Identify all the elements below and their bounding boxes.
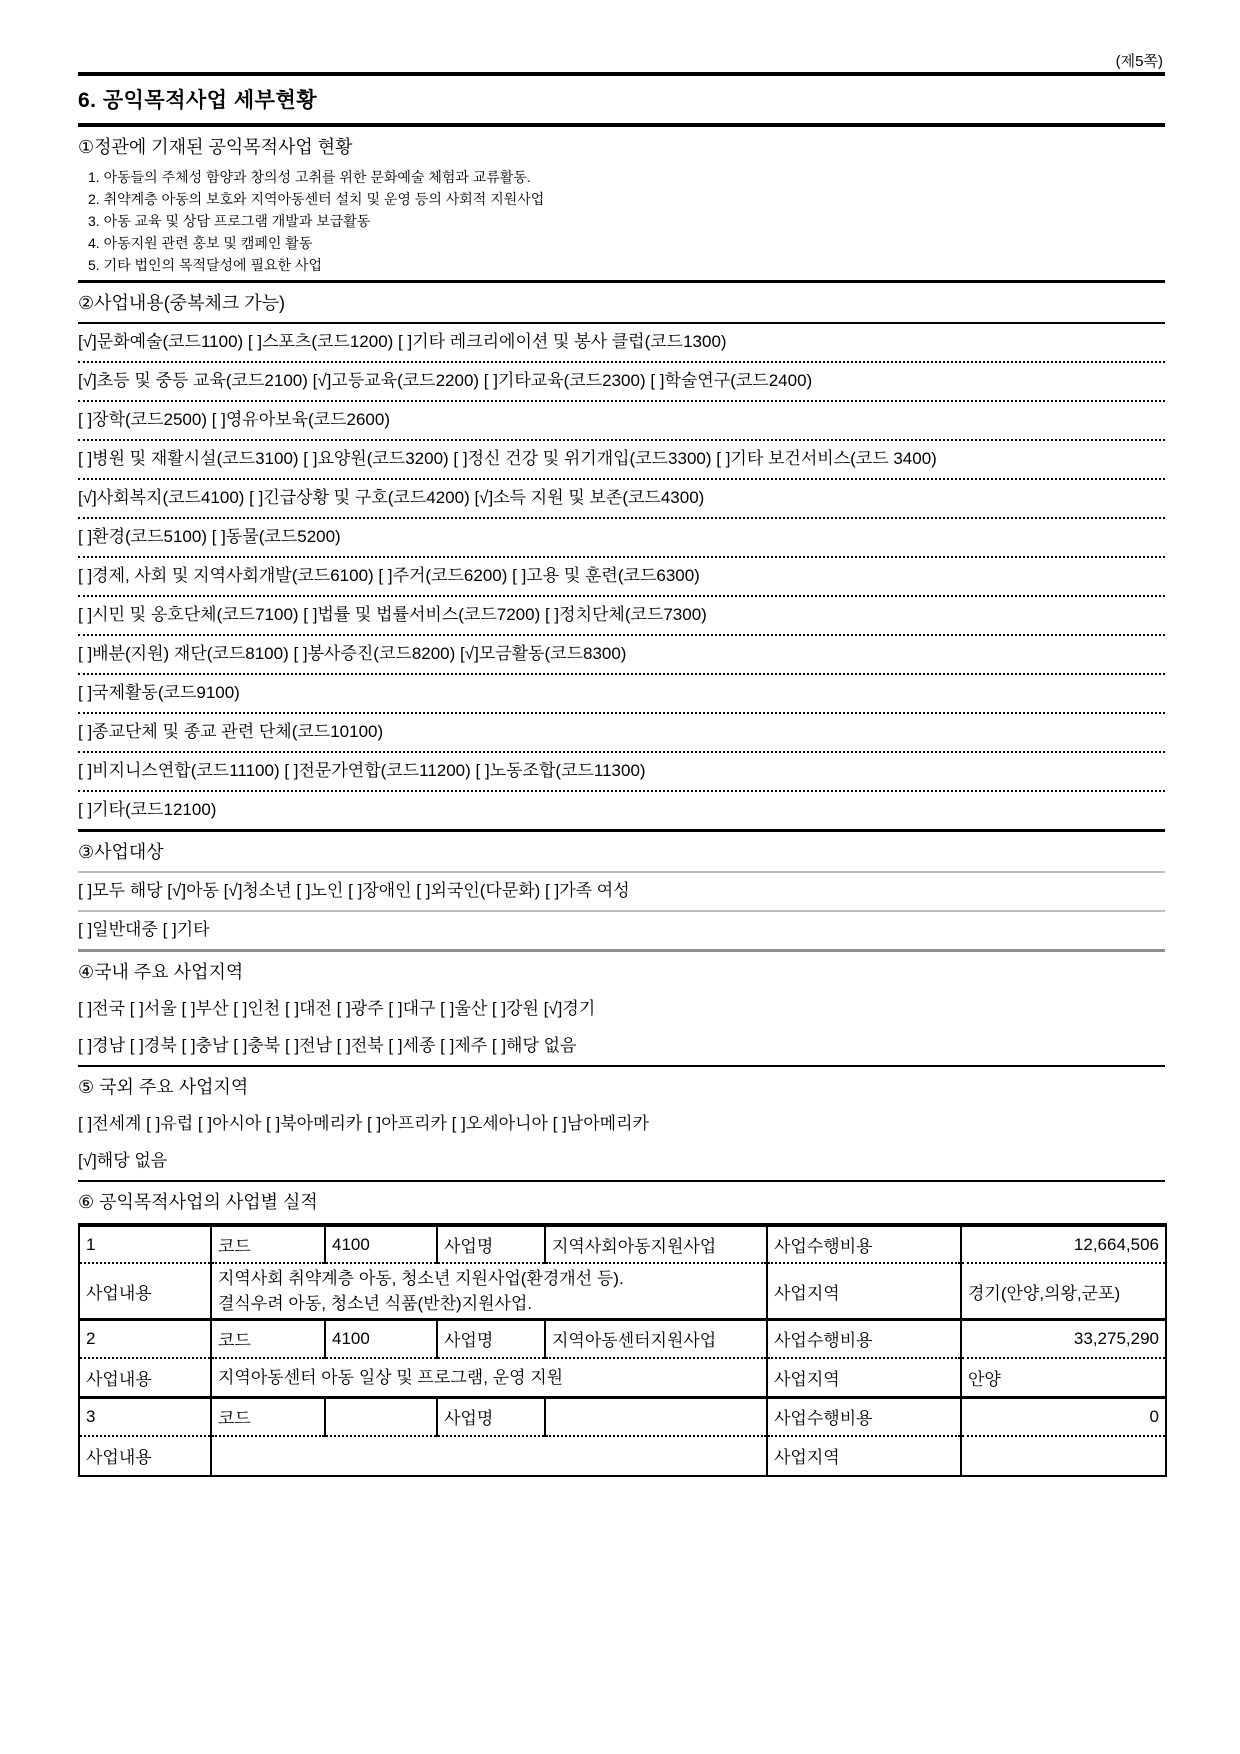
table-row [79, 1225, 1166, 1263]
code-label: 코드 [211, 1398, 325, 1436]
checkbox-row: [ ]전세계 [ ]유럽 [ ]아시아 [ ]북아메리카 [ ]아프리카 [ ]오세아니아 [ ]남아메리카 [78, 1114, 649, 1133]
checkbox-row: [ ]일반대중 [ ]기타 [78, 920, 210, 939]
table-row [79, 1398, 1166, 1436]
section-charter-header: ①정관에 기재된 공익목적사업 현황 [78, 137, 353, 157]
content-label: 사업내용 [79, 1263, 211, 1320]
region-value: 경기(안양,의왕,군포) [961, 1263, 1166, 1320]
checkbox-row: [√]문화예술(코드1100) [ ]스포츠(코드1200) [ ]기타 레크리에이션 및 봉사 클럽(코드1300) [78, 332, 727, 351]
cost-label: 사업수행비용 [767, 1225, 961, 1263]
performance-table [78, 1223, 1167, 1477]
content-line: 결식우려 아동, 청소년 식품(반찬)지원사업. [218, 1294, 533, 1313]
region-value: 안양 [961, 1358, 1166, 1398]
table-row [79, 1263, 1166, 1320]
entry-number: 3 [79, 1398, 211, 1436]
checkbox-row: [ ]국제활동(코드9100) [78, 673, 1165, 712]
checkbox-row: [ ]병원 및 재활시설(코드3100) [ ]요양원(코드3200) [ ]정신 건강 및 위기개입(코드3300) [ ]기타 보건서비스(코드 3400) [78, 439, 1165, 478]
name-label: 사업명 [437, 1398, 545, 1436]
code-label: 코드 [211, 1320, 325, 1358]
content-label: 사업내용 [86, 1448, 152, 1467]
code-label: 코드 [211, 1225, 325, 1263]
charter-item: 4. 아동지원 관련 홍보 및 캠페인 활동 [88, 235, 313, 251]
checkbox-row: [ ]경남 [ ]경북 [ ]충남 [ ]충북 [ ]전남 [ ]전북 [ ]세종 [ ]제주 [ ]해당 없음 [78, 1036, 577, 1055]
region-label: 사업지역 [767, 1358, 961, 1398]
code-value: 4100 [325, 1320, 437, 1358]
charter-item-list [78, 166, 1165, 280]
region-label: 사업지역 [767, 1436, 961, 1476]
region-value [961, 1436, 1166, 1476]
content-label: 사업내용 [79, 1358, 211, 1398]
checkbox-row: [ ]비지니스연합(코드11100) [ ]전문가연합(코드11200) [ ]노동조합(코드11300) [78, 751, 1165, 790]
entry-number: 1 [79, 1225, 211, 1263]
charter-item: 3. 아동 교육 및 상담 프로그램 개발과 보급활동 [88, 213, 371, 229]
cost-value: 33,275,290 [961, 1320, 1166, 1358]
section-business-content-header: ②사업내용(중복체크 가능) [78, 293, 286, 313]
checkbox-row: [ ]종교단체 및 종교 관련 단체(코드10100) [78, 712, 1165, 751]
cost-value: 12,664,506 [961, 1225, 1166, 1263]
checkbox-row: [ ]모두 해당 [√]아동 [√]청소년 [ ]노인 [ ]장애인 [ ]외국인(다문화) [ ]가족 여성 [78, 881, 630, 900]
charter-item: 5. 기타 법인의 목적달성에 필요한 사업 [88, 257, 322, 273]
content-line: 지역아동센터 아동 일상 및 프로그램, 운영 지원 [218, 1367, 564, 1387]
checkbox-row: [ ]전국 [ ]서울 [ ]부산 [ ]인천 [ ]대전 [ ]광주 [ ]대구 [ ]울산 [ ]강원 [√]경기 [78, 999, 596, 1018]
checkbox-row: [ ]배분(지원) 재단(코드8100) [ ]봉사증진(코드8200) [√]모금활동(코드8300) [78, 634, 1165, 673]
name-value: 지역사회아동지원사업 [545, 1225, 767, 1263]
code-value [325, 1398, 437, 1436]
page-title: 6. 공익목적사업 세부현황 [78, 89, 318, 112]
business-content-checkbox-list [78, 324, 1165, 829]
checkbox-row: [√]해당 없음 [78, 1151, 168, 1170]
entry-number: 2 [79, 1320, 211, 1358]
content-line: 지역사회 취약계층 아동, 청소년 지원사업(환경개선 등). [218, 1269, 624, 1288]
checkbox-row: [ ]기타(코드12100) [78, 790, 1165, 829]
section-overseas-region-header: ⑤ 국외 주요 사업지역 [78, 1077, 249, 1097]
section-business-target-header: ③사업대상 [78, 842, 164, 862]
name-value: 지역아동센터지원사업 [545, 1320, 767, 1358]
charter-item: 2. 취약계층 아동의 보호와 지역아동센터 설치 및 운영 등의 사회적 지원사업 [88, 191, 545, 207]
section-performance-header: ⑥ 공익목적사업의 사업별 실적 [78, 1192, 318, 1212]
content-value [211, 1358, 767, 1398]
name-value [545, 1398, 767, 1436]
code-value: 4100 [325, 1225, 437, 1263]
page-number: (제5쪽) [1115, 53, 1163, 70]
cost-label: 사업수행비용 [767, 1398, 961, 1436]
document-content [78, 0, 1165, 1477]
name-label: 사업명 [437, 1320, 545, 1358]
section-domestic-region-header: ④국내 주요 사업지역 [78, 962, 244, 982]
charter-item: 1. 아동들의 주체성 함양과 창의성 고취를 위한 문화예술 체험과 교류활동. [88, 169, 531, 185]
table-row [79, 1358, 1166, 1398]
checkbox-row: [ ]장학(코드2500) [ ]영유아보육(코드2600) [78, 400, 1165, 439]
cost-label: 사업수행비용 [767, 1320, 961, 1358]
content-value [211, 1263, 767, 1320]
table-row [79, 1320, 1166, 1358]
checkbox-row: [√]초등 및 중등 교육(코드2100) [√]고등교육(코드2200) [ ]기타교육(코드2300) [ ]학술연구(코드2400) [78, 361, 1165, 400]
name-label: 사업명 [437, 1225, 545, 1263]
checkbox-row: [ ]환경(코드5100) [ ]동물(코드5200) [78, 517, 1165, 556]
region-label: 사업지역 [767, 1263, 961, 1320]
content-value [211, 1436, 767, 1476]
cost-value: 0 [961, 1398, 1166, 1436]
table-row [79, 1436, 1166, 1476]
checkbox-row: [√]사회복지(코드4100) [ ]긴급상황 및 구호(코드4200) [√]소득 지원 및 보존(코드4300) [78, 478, 1165, 517]
checkbox-row: [ ]시민 및 옹호단체(코드7100) [ ]법률 및 법률서비스(코드7200) [ ]정치단체(코드7300) [78, 595, 1165, 634]
checkbox-row: [ ]경제, 사회 및 지역사회개발(코드6100) [ ]주거(코드6200) [ ]고용 및 훈련(코드6300) [78, 556, 1165, 595]
